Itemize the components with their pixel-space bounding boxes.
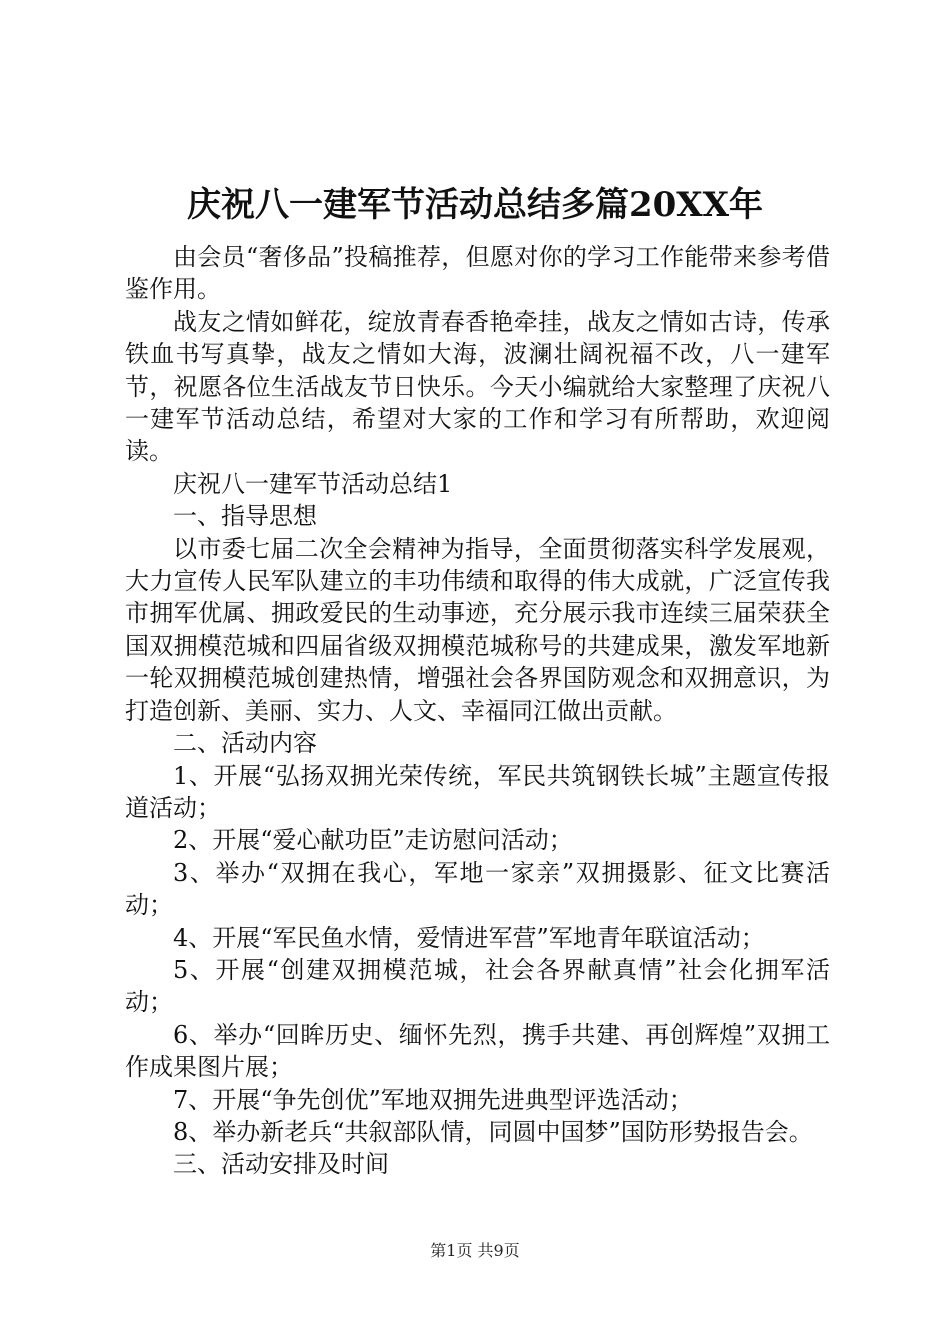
list-item: 8、举办新老兵“共叙部队情，同圆中国梦”国防形势报告会。 [173,1117,813,1146]
paragraph-guiding-ideology: 以市委七届二次全会精神为指导，全面贯彻落实科学发展观，大力宣传人民军队建立的丰功伟绩和取得的伟大成就，广泛宣传我市拥军优属、拥政爱民的生动事迹，充分展示我市连续三届荣获全国双拥模范城和四届省级双拥模范城称号的共建成果，激发军地新一轮双拥模范城创建热情，增强社会各界国防观念和双拥意识，为打造创新、美丽、实力、人文、幸福同江做出贡献。 [125,534,830,725]
list-item: 1、开展“弘扬双拥光荣传统，军民共筑钢铁长城”主题宣传报道活动； [125,761,830,822]
list-item: 3、举办“双拥在我心，军地一家亲”双拥摄影、征文比赛活动； [125,858,830,920]
document-body [125,241,830,1181]
paragraph-intro: 由会员“奢侈品”投稿推荐，但愿对你的学习工作能带来参考借鉴作用。 [125,243,830,304]
paragraph-greeting: 战友之情如鲜花，绽放青春香艳牵挂，战友之情如古诗，传承铁血书写真挚，战友之情如大海，波澜壮阔祝福不改，八一建军节，祝愿各位生活战友节日快乐。今天小编就给大家整理了庆祝八一建军节活动总结，希望对大家的工作和学习有所帮助，欢迎阅读。 [125,307,830,466]
section-heading-activity-content: 二、活动内容 [173,729,317,758]
list-item: 5、开展“创建双拥模范城，社会各界献真情”社会化拥军活动； [125,955,830,1017]
section-heading-summary-1: 庆祝八一建军节活动总结1 [173,469,453,498]
section-heading-schedule: 三、活动安排及时间 [173,1150,389,1179]
page-number-footer: 第1页 共9页 [430,1241,520,1260]
list-item: 6、举办“回眸历史、缅怀先烈，携手共建、再创辉煌”双拥工作成果图片展； [125,1020,830,1082]
section-heading-guiding-ideology: 一、指导思想 [173,502,317,531]
list-item: 4、开展“军民鱼水情，爱情进军营”军地青年联谊活动； [173,923,765,952]
document-title: 庆祝八一建军节活动总结多篇20XX年 [186,185,764,225]
list-item: 2、开展“爱心献功臣”走访慰问活动； [173,826,573,855]
list-item: 7、开展“争先创优”军地双拥先进典型评选活动； [173,1085,693,1114]
